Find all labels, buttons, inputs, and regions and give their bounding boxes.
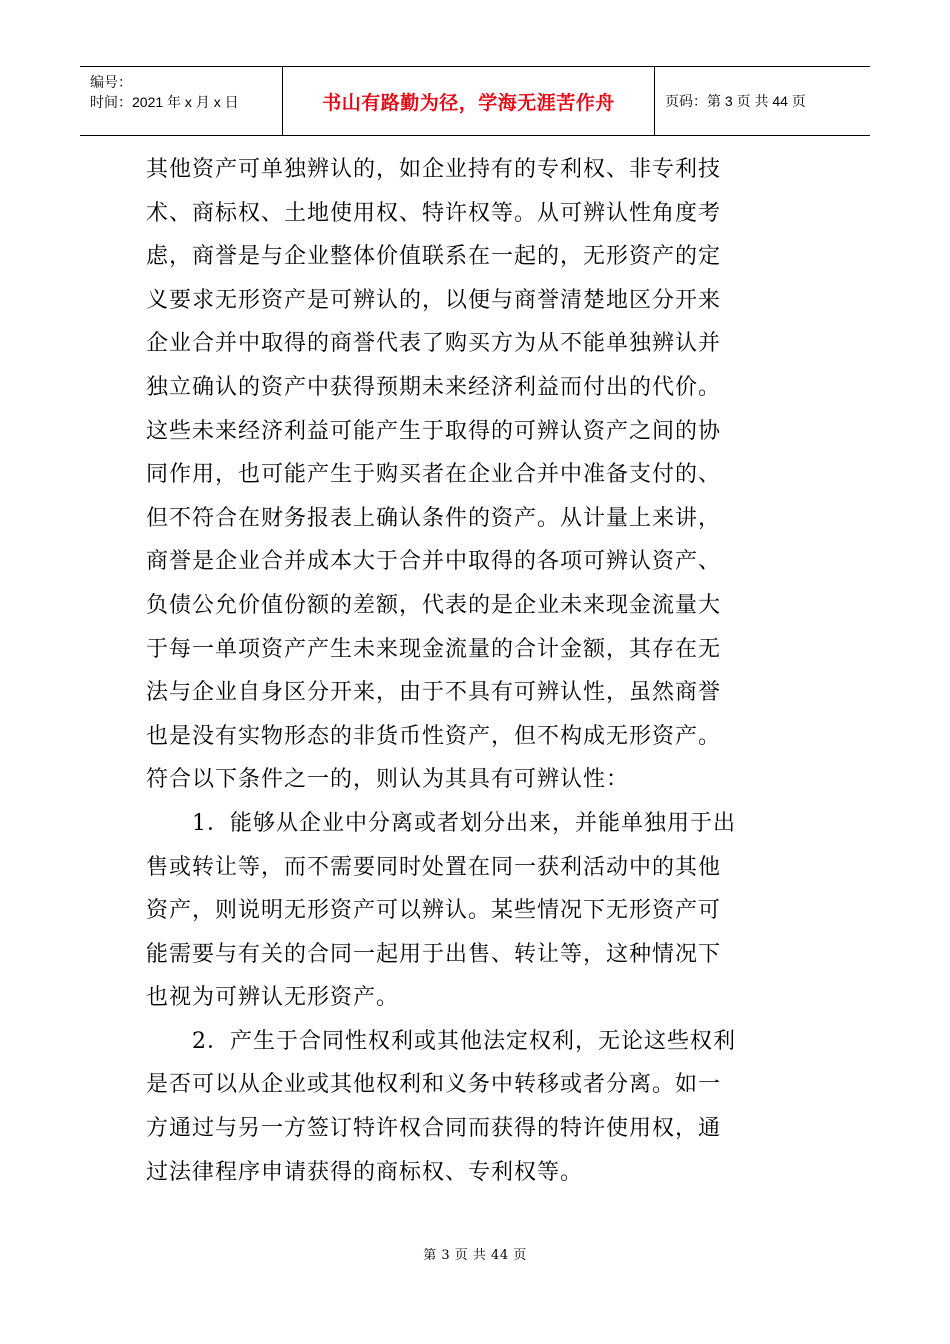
- document-number-label: 编号：: [90, 74, 132, 90]
- text-line: 是否可以从企业或其他权利和义务中转移或者分离。如一: [146, 1072, 722, 1098]
- page-footer: 第 3 页 共 44 页: [423, 1248, 527, 1263]
- text-line: 但不符合在财务报表上确认条件的资产。从计量上来讲，: [146, 505, 722, 531]
- text-line: 商誉是企业合并成本大于合并中取得的各项可辨认资产、: [146, 549, 722, 575]
- header-meta: [80, 67, 283, 135]
- text-line: 负债公允价值份额的差额，代表的是企业未来现金流量大: [146, 592, 722, 618]
- text-line: 2．产生于合同性权利或其他法定权利，无论这些权利: [146, 1028, 736, 1054]
- page-header: [80, 66, 870, 136]
- text-line: 也视为可辨认无形资产。: [146, 985, 400, 1011]
- text-line: 企业合并中取得的商誉代表了购买方为从不能单独辨认并: [146, 331, 722, 357]
- document-date: 时间：2021 年 x 月 x 日: [90, 94, 239, 110]
- text-line: 义要求无形资产是可辨认的，以便与商誉清楚地区分开来: [146, 287, 722, 313]
- text-line: 同作用，也可能产生于购买者在企业合并中准备支付的、: [146, 462, 722, 488]
- header-page-info: 页码：第 3 页 共 44 页: [665, 93, 806, 109]
- text-line: 方通过与另一方签订特许权合同而获得的特许使用权，通: [146, 1116, 722, 1142]
- text-line: 法与企业自身区分开来，由于不具有可辨认性，虽然商誉: [146, 680, 722, 706]
- text-line: 这些未来经济利益可能产生于取得的可辨认资产之间的协: [146, 418, 722, 444]
- text-line: 符合以下条件之一的，则认为其具有可辨认性：: [146, 767, 630, 793]
- text-line: 资产，则说明无形资产可以辨认。某些情况下无形资产可: [146, 898, 722, 924]
- text-line: 1．能够从企业中分离或者划分出来，并能单独用于出: [146, 810, 736, 836]
- text-line: 过法律程序申请获得的商标权、专利权等。: [146, 1159, 584, 1185]
- text-line: 其他资产可单独辨认的，如企业持有的专利权、非专利技: [146, 157, 722, 182]
- text-line: 术、商标权、土地使用权、特许权等。从可辨认性角度考: [146, 200, 722, 226]
- header-motto: 书山有路勤为径，学海无涯苦作舟: [283, 67, 655, 135]
- text-line: 也是没有实物形态的非货币性资产，但不构成无形资产。: [146, 723, 722, 749]
- text-line: 于每一单项资产产生未来现金流量的合计金额，其存在无: [146, 636, 722, 662]
- text-line: 虑，商誉是与企业整体价值联系在一起的，无形资产的定: [146, 244, 722, 270]
- text-line: 售或转让等，而不需要同时处置在同一获利活动中的其他: [146, 854, 722, 880]
- document-body: [146, 148, 811, 1194]
- text-line: 能需要与有关的合同一起用于出售、转让等，这种情况下: [146, 941, 722, 967]
- text-line: 独立确认的资产中获得预期未来经济利益而付出的代价。: [146, 374, 722, 400]
